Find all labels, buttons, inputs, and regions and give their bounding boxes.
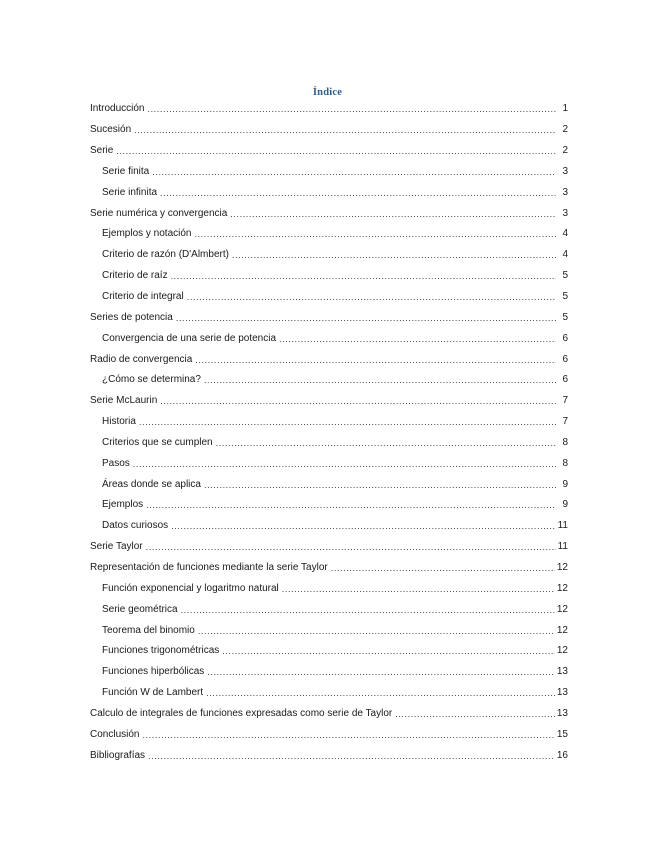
toc-entry-label: Teorema del binomio: [102, 624, 195, 636]
toc-entry-page-number: 6: [562, 353, 568, 365]
toc-entry-label: Funciones hiperbólicas: [102, 666, 205, 678]
toc-entry-label: Serie Taylor: [90, 541, 143, 553]
toc-entry-page-number: 12: [556, 645, 568, 657]
toc-entry-label: Criterio de raíz: [102, 270, 168, 282]
toc-entry[interactable]: [90, 516, 568, 537]
toc-entry-page-number: 11: [557, 520, 568, 532]
toc-dot-leader: [146, 499, 556, 511]
toc-entry[interactable]: [90, 495, 568, 516]
toc-entry[interactable]: [90, 433, 568, 454]
toc-entry-label: Serie numérica y convergencia: [90, 207, 228, 219]
toc-dot-leader: [198, 625, 555, 637]
toc-entry-page-number: 9: [562, 478, 568, 490]
toc-entry-label: Representación de funciones mediante la serie Taylor: [90, 561, 328, 573]
toc-entry-label: Criterio de integral: [102, 291, 184, 303]
toc-entry-page-number: 12: [556, 561, 568, 573]
toc-dot-leader: [195, 354, 556, 366]
toc-entry-page-number: 2: [562, 145, 568, 157]
toc-entry-page-number: 1: [562, 103, 568, 115]
toc-entry[interactable]: [90, 287, 568, 308]
toc-entry-label: Serie finita: [102, 165, 150, 177]
toc-entry-label: Función W de Lambert: [102, 687, 204, 699]
toc-entry-page-number: 13: [556, 666, 568, 678]
toc-dot-leader: [279, 333, 556, 345]
toc-entry-page-number: 16: [556, 749, 568, 761]
toc-entry[interactable]: [90, 537, 568, 558]
toc-dot-leader: [148, 750, 555, 762]
toc-entry-page-number: 13: [556, 687, 568, 699]
toc-dot-leader: [204, 374, 556, 386]
toc-entry[interactable]: [90, 558, 568, 579]
toc-dot-leader: [230, 208, 556, 220]
toc-dot-leader: [139, 416, 556, 428]
toc-entry-page-number: 13: [556, 707, 568, 719]
toc-entry[interactable]: [90, 328, 568, 349]
toc-entry-page-number: 4: [562, 228, 568, 240]
toc-title: Índice: [312, 87, 343, 98]
toc-dot-leader: [216, 437, 556, 449]
toc-dot-leader: [206, 687, 555, 699]
toc-entry[interactable]: [90, 599, 568, 620]
toc-entry[interactable]: [90, 578, 568, 599]
toc-entry[interactable]: [90, 412, 568, 433]
toc-entry-page-number: 11: [557, 541, 568, 553]
toc-entry-label: Serie: [90, 145, 114, 157]
toc-entry-page-number: 3: [562, 186, 568, 198]
toc-dot-leader: [176, 312, 556, 324]
toc-entry-label: ¿Cómo se determina?: [102, 374, 201, 386]
toc-dot-leader: [134, 124, 556, 136]
toc-entry-label: Criterio de razón (D'Almbert): [102, 249, 229, 261]
toc-entry-label: Datos curiosos: [102, 520, 169, 532]
toc-entry[interactable]: [90, 745, 568, 766]
toc-entry[interactable]: [90, 141, 568, 162]
toc-dot-leader: [232, 249, 556, 261]
toc-dot-leader: [160, 395, 556, 407]
toc-entry-label: Serie geométrica: [102, 603, 178, 615]
toc-entry[interactable]: [90, 453, 568, 474]
toc-entry-label: Series de potencia: [90, 311, 173, 323]
toc-dot-leader: [331, 562, 555, 574]
toc-entry[interactable]: [90, 349, 568, 370]
toc-entry-page-number: 2: [562, 124, 568, 136]
toc-dot-leader: [116, 145, 556, 157]
toc-entry[interactable]: [90, 245, 568, 266]
toc-entry[interactable]: [90, 370, 568, 391]
toc-entry[interactable]: [90, 203, 568, 224]
toc-entry-label: Criterios que se cumplen: [102, 436, 213, 448]
toc-entry[interactable]: [90, 182, 568, 203]
toc-entry[interactable]: [90, 120, 568, 141]
toc-entry[interactable]: [90, 99, 568, 120]
toc-entry-page-number: 5: [562, 311, 568, 323]
toc-entry-label: Radio de convergencia: [90, 353, 193, 365]
toc-entry-label: Serie infinita: [102, 186, 158, 198]
toc-entry[interactable]: [90, 703, 568, 724]
toc-dot-leader: [195, 228, 557, 240]
toc-entry-label: Ejemplos: [102, 499, 144, 511]
toc-entry-page-number: 12: [556, 582, 568, 594]
toc-entry-label: Convergencia de una serie de potencia: [102, 332, 277, 344]
toc-entry-page-number: 9: [562, 499, 568, 511]
toc-entry-label: Calculo de integrales de funciones expresadas como serie de Taylor: [90, 707, 393, 719]
toc-entry[interactable]: [90, 391, 568, 412]
toc-dot-leader: [142, 729, 554, 741]
toc-entry-page-number: 4: [562, 249, 568, 261]
toc-entry-label: Ejemplos y notación: [102, 228, 192, 240]
toc-entry-label: Conclusión: [90, 728, 140, 740]
toc-dot-leader: [207, 666, 555, 678]
toc-entry-page-number: 15: [556, 728, 568, 740]
toc-dot-leader: [171, 270, 556, 282]
toc-entry-label: Funciones trigonométricas: [102, 645, 220, 657]
toc-entry-page-number: 8: [562, 457, 568, 469]
toc-entry[interactable]: [90, 620, 568, 641]
toc-dot-leader: [282, 583, 555, 595]
toc-entry-page-number: 7: [562, 395, 568, 407]
toc-entry[interactable]: [90, 641, 568, 662]
toc-dot-leader: [181, 604, 555, 616]
table-of-contents: [90, 99, 568, 766]
toc-entry-page-number: 5: [562, 270, 568, 282]
toc-dot-leader: [147, 103, 556, 115]
toc-entry-page-number: 3: [562, 165, 568, 177]
toc-entry-label: Áreas donde se aplica: [102, 478, 201, 490]
toc-dot-leader: [171, 520, 555, 532]
toc-entry-label: Sucesión: [90, 124, 132, 136]
toc-dot-leader: [160, 187, 556, 199]
toc-dot-leader: [222, 645, 555, 657]
toc-entry-label: Historia: [102, 416, 136, 428]
toc-entry[interactable]: [90, 162, 568, 183]
toc-entry[interactable]: [90, 683, 568, 704]
toc-entry-page-number: 12: [556, 624, 568, 636]
toc-entry[interactable]: [90, 662, 568, 683]
toc-entry-page-number: 8: [562, 436, 568, 448]
toc-entry-page-number: 3: [562, 207, 568, 219]
toc-entry-page-number: 7: [562, 416, 568, 428]
toc-entry[interactable]: [90, 474, 568, 495]
toc-entry-page-number: 5: [562, 291, 568, 303]
toc-dot-leader: [133, 458, 556, 470]
toc-dot-leader: [204, 479, 556, 491]
toc-dot-leader: [395, 708, 555, 720]
toc-entry-page-number: 6: [562, 332, 568, 344]
toc-dot-leader: [146, 541, 556, 553]
toc-dot-leader: [152, 166, 556, 178]
toc-entry[interactable]: [90, 224, 568, 245]
toc-entry[interactable]: [90, 724, 568, 745]
toc-entry[interactable]: [90, 307, 568, 328]
toc-entry-label: Introducción: [90, 103, 145, 115]
toc-entry-label: Serie McLaurin: [90, 395, 158, 407]
toc-entry-label: Bibliografías: [90, 749, 146, 761]
toc-entry-page-number: 12: [556, 603, 568, 615]
toc-entry-page-number: 6: [562, 374, 568, 386]
toc-entry[interactable]: [90, 266, 568, 287]
toc-entry-label: Función exponencial y logaritmo natural: [102, 582, 279, 594]
toc-entry-label: Pasos: [102, 457, 130, 469]
toc-dot-leader: [187, 291, 556, 303]
